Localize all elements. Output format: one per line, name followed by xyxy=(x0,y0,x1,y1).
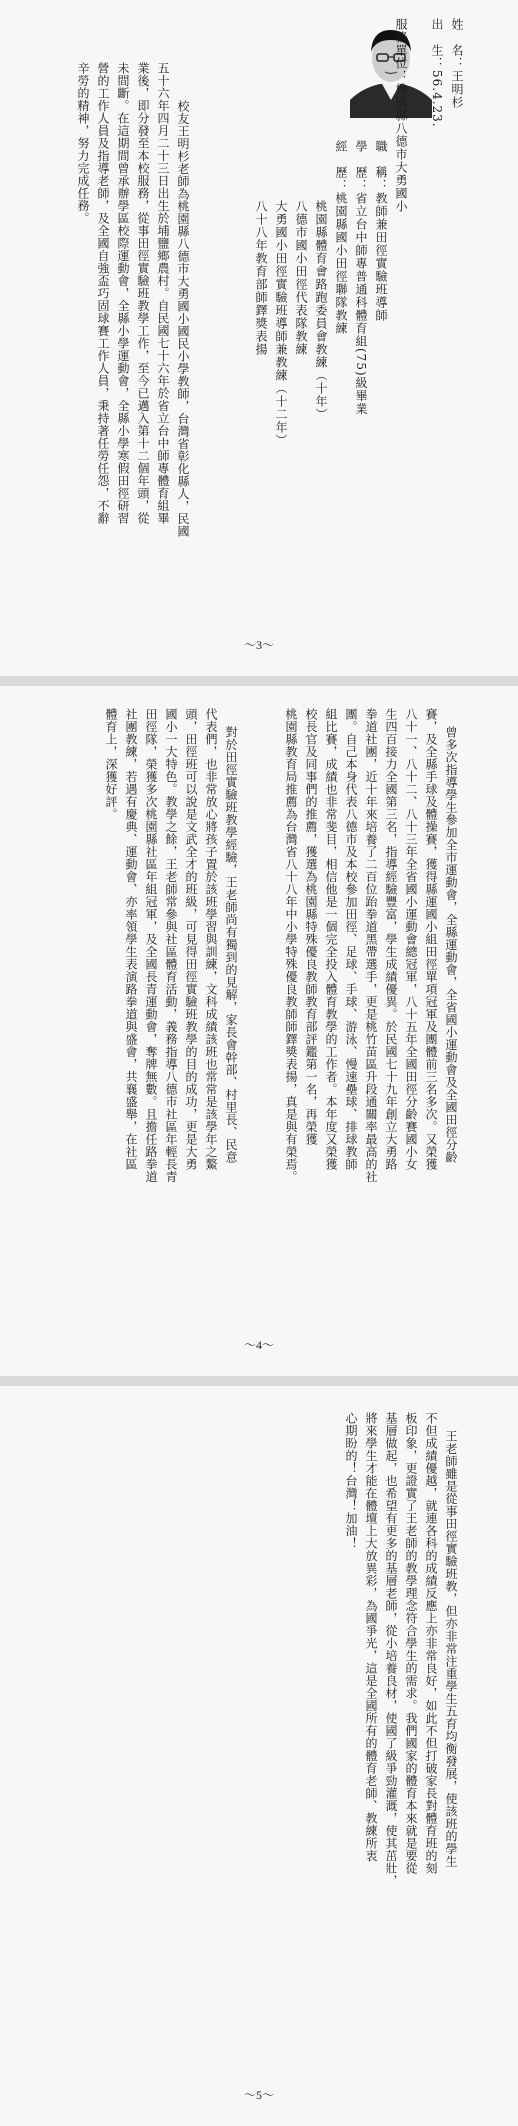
profile-experience-5: 八十八年教育部師鐸獎表揚 xyxy=(254,200,268,356)
profile-name: 姓 名：王明杉 xyxy=(450,18,464,109)
body-line: 心期盼的！台灣！加油！ xyxy=(344,1412,358,1550)
profile-experience-1: 經 歷：桃園縣國小田徑聯隊教練 xyxy=(334,140,348,335)
body-line: 對於田徑實驗班教學經驗，王老師尚有獨到的見解，家長會幹部、村里長、民意 xyxy=(224,726,238,1164)
profile-experience-2: 桃園縣體育會路跑委員會教練（十年） xyxy=(314,200,328,421)
body-line: 基層做起，也希望有更多的基層老師，從小培養良材，使國了級爭勁灌溉，使其茁壯， xyxy=(384,1412,398,1887)
body-line: 生四百接力全國第三名，指導經驗豐富，學生成績優異。於民國七十九年創立大勇路 xyxy=(384,708,398,1171)
body-line: 團。自己本身代表八德市及本校參加田徑、足球、手球、游泳、慢速壘球、排球教師 xyxy=(344,708,358,1171)
portrait-image xyxy=(350,18,432,118)
portrait-photo xyxy=(350,18,432,118)
body-line: 營的工作人員及指導老師，及全國自強盃巧固球賽工作人員，秉持著任勞任怨，不辭 xyxy=(96,62,110,525)
body-line: 頭，田徑班可以說是文武全才的班級，可見得田徑實驗班教學的目的成功，更是大勇 xyxy=(184,708,198,1171)
profile-unit: 服務單位：桃園縣八德市大勇國小 xyxy=(394,18,408,213)
body-line: 校長官及同事們的推薦，獲選為桃園縣特殊優良教師教育部評鑑第一名，再榮獲 xyxy=(304,708,318,1146)
body-line: 板印象，更證實了王老師的教學理念符合學生的需求。我們國家的體育本來就是要從 xyxy=(404,1412,418,1875)
body-line: 田徑隊，榮獲多次桃園縣社區年組冠軍，及全國長青運動會，奪牌無數。且擔任路拳道 xyxy=(144,708,158,1183)
body-line: 未間斷。在這期間曾承辦學區校際運動會，全縣小學運動會，全縣小學寒假田徑研習 xyxy=(116,62,130,525)
profile-birth: 出 生：56.4.23. xyxy=(430,18,444,128)
page-5 xyxy=(0,1386,518,2126)
body-line: 曾多次指導學生參加全市運動會，全縣運動會，全省國小運動會及全國田徑分齡 xyxy=(444,726,458,1164)
body-line: 代表們，也非常放心將孩子置於該班學習與訓練，文科成績該班也常常是該學年之鰲 xyxy=(204,708,218,1171)
page-4 xyxy=(0,686,518,1376)
page-number: ～4～ xyxy=(243,1338,274,1352)
body-line: 將來學生才能在體壇上大放異彩，為國爭光，這是全國所有的體育老師、教練所衷 xyxy=(364,1412,378,1862)
body-line: 八十一、八十二、八十三年全省國小運動會總冠軍，八十五年全國田徑分齡賽國小女 xyxy=(404,708,418,1171)
body-line: 賽，及全縣手球及體操賽，獲得縣運國小組田徑單項冠軍及團體前三名多次。又榮獲 xyxy=(424,708,438,1171)
page-number: ～5～ xyxy=(243,2088,274,2102)
body-line: 五十六年四月二十三日出生於埔鹽鄉農村。自民國七十六年於省立台中師專體育組畢 xyxy=(156,62,170,525)
body-line: 體育上，深獲好評。 xyxy=(104,708,118,821)
profile-experience-4: 大勇國小田徑實驗班導師兼教練（十二年） xyxy=(274,200,288,447)
profile-education: 學 歷：省立台中師專普通科體育組(75)級畢業 xyxy=(354,140,368,416)
profile-title: 職 稱：教師兼田徑實驗班導師 xyxy=(374,140,388,322)
body-line: 社團教練，若遇有慶典、運動會、亦率領學生表演路拳道與盛會，共襄盛舉，在社區 xyxy=(124,708,138,1171)
profile-experience-3: 八德市國小田徑代表隊教練 xyxy=(294,200,308,356)
body-line: 不但成績優越，就連各科的成績反應上亦非常良好，如此不但打破家長對體育班的刻 xyxy=(424,1412,438,1875)
body-line: 辛勞的精神，努力完成任務。 xyxy=(76,62,90,225)
body-line: 王老師雖是從事田徑實驗班教，但亦非常注重學生五育均衡發展，使該班的學生 xyxy=(444,1430,458,1868)
body-line: 業後，即分發至本校服務，從事田徑實驗班教學工作，至今已邁入第十二個年頭，從 xyxy=(136,62,150,525)
page-3 xyxy=(0,0,518,676)
body-line: 拳道社團，近十年來培養了二百位跆拳道黑帶選手，更是桃竹苗區升段通關率最高的社 xyxy=(364,708,378,1183)
body-line: 校友王明杉老師為桃園縣八德市大勇國小國民小學教師，台灣省彰化縣人，民國 xyxy=(176,100,190,538)
body-line: 桃園縣教育局推薦為台灣省八十八年中小學特殊優良教師師鐸獎表揚，真是與有榮焉。 xyxy=(284,708,298,1183)
body-line: 組比賽，成績也非常斐目，相信他是一個完全投入體育教學的工作者。本年度又榮獲 xyxy=(324,708,338,1171)
body-line: 國小一大特色。教學之餘，王老師常參與社區體育活動，義務指導八德市社區年輕長青 xyxy=(164,708,178,1183)
page-number: ～3～ xyxy=(243,638,274,652)
